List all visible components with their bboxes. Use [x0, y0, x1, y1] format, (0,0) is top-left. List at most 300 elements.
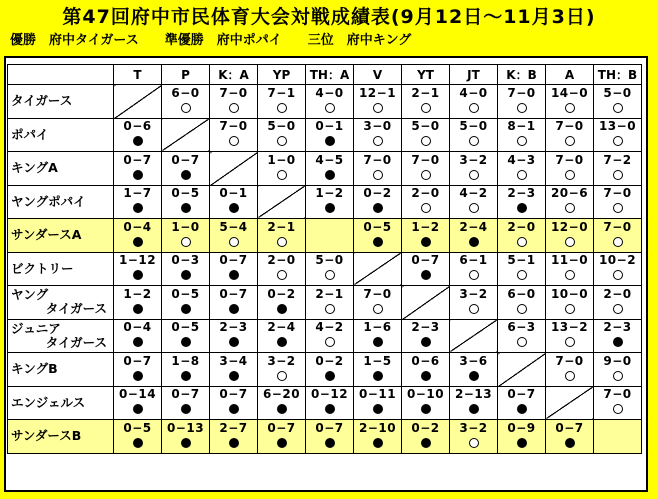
match-score: 13−2 [550, 320, 589, 335]
match-result-cell [162, 319, 210, 353]
match-result-cell [354, 319, 402, 353]
column-header: V [354, 65, 402, 85]
match-result-cell [450, 118, 498, 152]
match-result-cell [210, 353, 258, 387]
match-score: 0−14 [118, 387, 157, 402]
win-mark-icon [517, 270, 527, 280]
match-score: 1−12 [118, 253, 157, 268]
loss-mark-icon [517, 438, 527, 448]
match-result-cell [114, 353, 162, 387]
team-row [8, 219, 642, 253]
loss-mark-icon [181, 203, 191, 213]
column-header: K：B [498, 65, 546, 85]
match-result-cell [594, 118, 642, 152]
win-mark-icon [277, 103, 287, 113]
match-result-cell [498, 252, 546, 286]
match-result-cell [594, 185, 642, 219]
column-header: TH：B [594, 65, 642, 85]
match-result-cell [498, 85, 546, 119]
team-name-line2: タイガース [45, 301, 107, 317]
match-score: 7−0 [411, 152, 440, 167]
match-result-cell [546, 85, 594, 119]
column-header: A [546, 65, 594, 85]
loss-mark-icon [565, 438, 575, 448]
win-mark-icon [613, 304, 623, 314]
win-mark-icon [277, 371, 287, 381]
team-row [8, 118, 642, 152]
win-mark-icon [277, 270, 287, 280]
match-score: 2−13 [454, 387, 493, 402]
team-row [8, 152, 642, 186]
match-score: 12−0 [550, 219, 589, 234]
match-score: 2−1 [315, 286, 344, 301]
match-result-cell [258, 152, 306, 186]
match-score: 4−2 [459, 186, 488, 201]
win-mark-icon [469, 170, 479, 180]
loss-mark-icon [133, 136, 143, 146]
results-table [7, 64, 642, 454]
loss-mark-icon [133, 304, 143, 314]
match-result-cell [402, 219, 450, 253]
win-mark-icon [517, 103, 527, 113]
match-score: 20−6 [550, 186, 589, 201]
match-score: 10−0 [550, 286, 589, 301]
win-mark-icon [469, 203, 479, 213]
match-result-cell [306, 118, 354, 152]
match-result-cell [402, 152, 450, 186]
team-row [8, 386, 642, 420]
match-result-cell [546, 353, 594, 387]
loss-mark-icon [181, 438, 191, 448]
match-result-cell [210, 252, 258, 286]
win-mark-icon [277, 170, 287, 180]
match-score: 6−0 [171, 85, 200, 100]
match-result-cell [594, 85, 642, 119]
match-score: 7−2 [603, 152, 632, 167]
match-score: 6−3 [507, 320, 536, 335]
header-row [8, 65, 642, 85]
column-header: YP [258, 65, 306, 85]
win-mark-icon [613, 270, 623, 280]
loss-mark-icon [133, 438, 143, 448]
match-score: 1−7 [123, 186, 152, 201]
loss-mark-icon [373, 203, 383, 213]
match-score: 1−5 [363, 353, 392, 368]
loss-mark-icon [133, 237, 143, 247]
win-mark-icon [613, 136, 623, 146]
column-header: TH：A [306, 65, 354, 85]
match-result-cell [450, 386, 498, 420]
team-row [8, 319, 642, 353]
win-mark-icon [325, 304, 335, 314]
win-mark-icon [565, 270, 575, 280]
match-score: 0−10 [406, 387, 445, 402]
win-mark-icon [277, 237, 287, 247]
self-match-cell [114, 85, 162, 119]
win-mark-icon [565, 103, 575, 113]
column-header: YT [402, 65, 450, 85]
match-score: 12−1 [358, 85, 397, 100]
match-score: 6−20 [262, 387, 301, 402]
match-result-cell [258, 118, 306, 152]
team-name-line1: ビクトリー [11, 260, 74, 276]
match-result-cell [594, 286, 642, 320]
page-title: 第47回府中市民体育大会対戦成績表(9月12日〜11月3日) [62, 6, 596, 28]
self-match-cell [450, 319, 498, 353]
loss-mark-icon [469, 237, 479, 247]
match-score: 0−7 [507, 387, 536, 402]
win-mark-icon [469, 438, 479, 448]
loss-mark-icon [229, 371, 239, 381]
team-name-line1: キングA [11, 160, 58, 176]
match-score: 7−1 [267, 85, 296, 100]
match-result-cell [594, 219, 642, 253]
match-result-cell [354, 118, 402, 152]
match-score: 4−2 [315, 320, 344, 335]
self-match-cell [210, 152, 258, 186]
match-score: 2−0 [411, 186, 440, 201]
self-match-cell [306, 219, 354, 253]
win-mark-icon [565, 371, 575, 381]
team-name-line1: タイガース [11, 93, 73, 109]
team-name-line1: ポパイ [11, 126, 49, 142]
match-result-cell [402, 185, 450, 219]
match-result-cell [114, 118, 162, 152]
team-name [8, 386, 114, 420]
match-result-cell [114, 286, 162, 320]
win-mark-icon [565, 170, 575, 180]
team-row [8, 353, 642, 387]
team-row [8, 286, 642, 320]
match-result-cell [546, 219, 594, 253]
match-result-cell [258, 85, 306, 119]
match-score: 3−2 [459, 286, 488, 301]
match-score: 0−2 [315, 353, 344, 368]
match-result-cell [546, 185, 594, 219]
match-score: 4−0 [315, 85, 344, 100]
match-score: 7−0 [363, 286, 392, 301]
team-name [8, 286, 114, 320]
self-match-cell [162, 118, 210, 152]
match-result-cell [306, 353, 354, 387]
standings-summary: 優勝 府中タイガース 準優勝 府中ポパイ 三位 府中キング [10, 33, 412, 48]
loss-mark-icon [133, 337, 143, 347]
match-score: 0−1 [219, 186, 248, 201]
match-result-cell [306, 386, 354, 420]
match-result-cell [210, 420, 258, 454]
loss-mark-icon [277, 304, 287, 314]
win-mark-icon [517, 337, 527, 347]
match-score: 4−0 [459, 85, 488, 100]
self-match-cell [498, 353, 546, 387]
win-mark-icon [517, 304, 527, 314]
match-score: 2−1 [267, 219, 296, 234]
win-mark-icon [325, 337, 335, 347]
win-mark-icon [517, 237, 527, 247]
match-score: 6−1 [459, 253, 488, 268]
match-result-cell [354, 420, 402, 454]
match-result-cell [162, 152, 210, 186]
match-score: 0−7 [123, 152, 152, 167]
match-result-cell [594, 353, 642, 387]
match-score: 5−0 [267, 119, 296, 134]
match-score: 0−11 [358, 387, 397, 402]
win-mark-icon [421, 203, 431, 213]
team-name [8, 420, 114, 454]
match-score: 7−0 [555, 353, 584, 368]
match-result-cell [498, 219, 546, 253]
win-mark-icon [325, 270, 335, 280]
match-score: 0−3 [171, 253, 200, 268]
match-result-cell [162, 185, 210, 219]
win-mark-icon [469, 304, 479, 314]
match-score: 4−5 [315, 152, 344, 167]
match-result-cell [450, 353, 498, 387]
match-score: 0−13 [166, 420, 205, 435]
loss-mark-icon [325, 203, 335, 213]
win-mark-icon [421, 170, 431, 180]
match-result-cell [402, 252, 450, 286]
team-name-line1: エンジェルス [11, 394, 86, 410]
loss-mark-icon [421, 371, 431, 381]
win-mark-icon [421, 103, 431, 113]
match-score: 1−2 [411, 219, 440, 234]
loss-mark-icon [229, 304, 239, 314]
loss-mark-icon [373, 438, 383, 448]
match-score: 2−0 [267, 253, 296, 268]
match-result-cell [114, 319, 162, 353]
team-name [8, 252, 114, 286]
match-result-cell [402, 386, 450, 420]
loss-mark-icon [421, 337, 431, 347]
match-score: 2−1 [411, 85, 440, 100]
match-result-cell [450, 219, 498, 253]
match-score: 0−7 [219, 387, 248, 402]
match-result-cell [162, 420, 210, 454]
loss-mark-icon [229, 203, 239, 213]
match-score: 1−0 [267, 152, 296, 167]
loss-mark-icon [373, 404, 383, 414]
match-score: 2−4 [267, 320, 296, 335]
match-result-cell [402, 420, 450, 454]
match-score: 7−0 [507, 85, 536, 100]
match-result-cell [162, 286, 210, 320]
match-score: 7−0 [603, 186, 632, 201]
win-mark-icon [613, 170, 623, 180]
match-result-cell [498, 152, 546, 186]
match-score: 0−7 [555, 420, 584, 435]
match-result-cell [594, 386, 642, 420]
match-score: 9−0 [603, 353, 632, 368]
match-score: 3−2 [267, 353, 296, 368]
match-score: 8−1 [507, 119, 536, 134]
loss-mark-icon [133, 203, 143, 213]
match-score: 0−7 [219, 253, 248, 268]
match-result-cell [210, 319, 258, 353]
match-score: 2−3 [603, 320, 632, 335]
match-score: 5−0 [315, 253, 344, 268]
loss-mark-icon [517, 404, 527, 414]
team-name-line1: サンダースB [11, 428, 82, 444]
team-name-line1: サンダースA [11, 227, 82, 243]
match-result-cell [402, 118, 450, 152]
win-mark-icon [565, 304, 575, 314]
self-match-cell [594, 420, 642, 454]
column-header: K：A [210, 65, 258, 85]
match-result-cell [450, 152, 498, 186]
win-mark-icon [517, 136, 527, 146]
self-match-cell [258, 185, 306, 219]
loss-mark-icon [373, 371, 383, 381]
match-result-cell [210, 286, 258, 320]
loss-mark-icon [229, 438, 239, 448]
win-mark-icon [421, 136, 431, 146]
match-score: 13−0 [598, 119, 637, 134]
loss-mark-icon [181, 371, 191, 381]
match-score: 2−3 [219, 320, 248, 335]
match-score: 0−5 [171, 320, 200, 335]
match-score: 0−4 [123, 219, 152, 234]
self-match-cell [546, 386, 594, 420]
loss-mark-icon [133, 371, 143, 381]
self-match-cell [354, 252, 402, 286]
loss-mark-icon [325, 136, 335, 146]
match-result-cell [162, 252, 210, 286]
match-result-cell [114, 252, 162, 286]
match-score: 0−7 [219, 286, 248, 301]
win-mark-icon [181, 103, 191, 113]
team-name [8, 185, 114, 219]
team-name-line2: タイガース [45, 334, 107, 350]
match-score: 0−2 [267, 286, 296, 301]
match-result-cell [354, 353, 402, 387]
match-result-cell [546, 286, 594, 320]
match-result-cell [162, 85, 210, 119]
match-result-cell [306, 420, 354, 454]
match-result-cell [354, 386, 402, 420]
match-result-cell [498, 420, 546, 454]
win-mark-icon [613, 103, 623, 113]
win-mark-icon [565, 237, 575, 247]
match-result-cell [258, 420, 306, 454]
match-result-cell [162, 219, 210, 253]
match-score: 4−3 [507, 152, 536, 167]
win-mark-icon [517, 170, 527, 180]
match-score: 7−0 [555, 152, 584, 167]
match-score: 0−5 [363, 219, 392, 234]
match-score: 7−0 [363, 152, 392, 167]
loss-mark-icon [373, 237, 383, 247]
loss-mark-icon [229, 270, 239, 280]
match-result-cell [210, 185, 258, 219]
match-result-cell [546, 118, 594, 152]
match-score: 1−6 [363, 320, 392, 335]
match-result-cell [450, 85, 498, 119]
loss-mark-icon [421, 404, 431, 414]
win-mark-icon [181, 237, 191, 247]
match-score: 0−5 [123, 420, 152, 435]
loss-mark-icon [421, 237, 431, 247]
match-result-cell [498, 386, 546, 420]
team-name-line1: ヤングポパイ [11, 193, 86, 209]
match-score: 1−2 [315, 186, 344, 201]
match-score: 7−0 [555, 119, 584, 134]
match-score: 0−12 [310, 387, 349, 402]
match-result-cell [498, 118, 546, 152]
loss-mark-icon [181, 304, 191, 314]
match-result-cell [450, 185, 498, 219]
win-mark-icon [325, 103, 335, 113]
match-result-cell [354, 152, 402, 186]
match-result-cell [258, 286, 306, 320]
loss-mark-icon [421, 270, 431, 280]
match-score: 2−4 [459, 219, 488, 234]
column-header: JT [450, 65, 498, 85]
match-score: 0−9 [507, 420, 536, 435]
match-result-cell [210, 386, 258, 420]
match-score: 7−0 [219, 119, 248, 134]
loss-mark-icon [373, 337, 383, 347]
match-score: 5−1 [507, 253, 536, 268]
match-score: 0−2 [411, 420, 440, 435]
team-row [8, 85, 642, 119]
loss-mark-icon [469, 404, 479, 414]
match-score: 5−4 [219, 219, 248, 234]
match-score: 5−0 [459, 119, 488, 134]
win-mark-icon [469, 136, 479, 146]
loss-mark-icon [277, 438, 287, 448]
match-result-cell [402, 319, 450, 353]
match-score: 2−3 [507, 186, 536, 201]
match-result-cell [498, 185, 546, 219]
match-result-cell [162, 386, 210, 420]
column-header: P [162, 65, 210, 85]
loss-mark-icon [325, 371, 335, 381]
match-result-cell [594, 319, 642, 353]
match-score: 1−0 [171, 219, 200, 234]
win-mark-icon [373, 136, 383, 146]
match-score: 2−0 [507, 219, 536, 234]
match-score: 2−3 [411, 320, 440, 335]
win-mark-icon [469, 103, 479, 113]
match-score: 3−2 [459, 152, 488, 167]
self-match-cell [402, 286, 450, 320]
team-name [8, 319, 114, 353]
match-score: 2−10 [358, 420, 397, 435]
match-score: 0−1 [315, 119, 344, 134]
loss-mark-icon [421, 438, 431, 448]
match-result-cell [546, 319, 594, 353]
match-score: 0−6 [411, 353, 440, 368]
match-result-cell [306, 252, 354, 286]
win-mark-icon [565, 136, 575, 146]
loss-mark-icon [469, 371, 479, 381]
loss-mark-icon [181, 404, 191, 414]
match-score: 0−7 [123, 353, 152, 368]
match-result-cell [210, 85, 258, 119]
match-score: 14−0 [550, 85, 589, 100]
match-result-cell [114, 420, 162, 454]
match-score: 5−0 [411, 119, 440, 134]
match-score: 5−0 [603, 85, 632, 100]
team-name [8, 118, 114, 152]
match-result-cell [594, 152, 642, 186]
match-score: 0−4 [123, 320, 152, 335]
match-result-cell [546, 420, 594, 454]
win-mark-icon [229, 103, 239, 113]
loss-mark-icon [517, 203, 527, 213]
loss-mark-icon [613, 337, 623, 347]
